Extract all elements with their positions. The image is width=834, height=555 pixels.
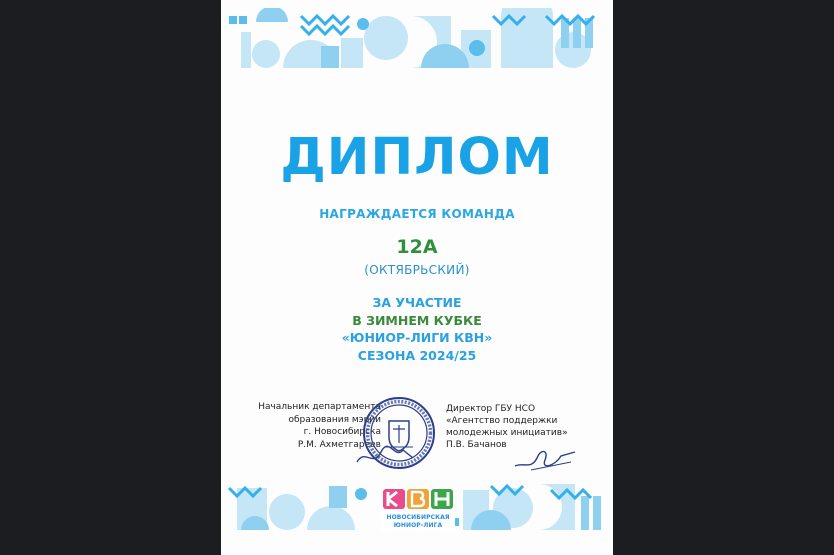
logo-caption-line: ЮНИОР-ЛИГА: [393, 522, 443, 529]
signatory-line: молодежных инициатив»: [446, 428, 568, 438]
diploma-title: ДИПЛОМ: [280, 128, 554, 187]
kvn-junior-league-logo: [381, 487, 455, 531]
right-handwritten-signature: [511, 440, 581, 474]
left-handwritten-signature: [351, 440, 421, 470]
signatory-line: «Агентство поддержки: [446, 416, 558, 426]
logo-caption-line: НОВОСИБИРСКАЯ: [386, 514, 450, 521]
team-district: (ОКТЯБРЬСКИЙ): [364, 263, 470, 277]
signatory-line: Директор ГБУ НСО: [446, 404, 536, 414]
signatory-name: Р.М. Ахметгареев: [297, 439, 381, 450]
signatory-line: Начальник департамента: [258, 402, 381, 412]
signatory-line: г. Новосибирска: [303, 427, 381, 437]
viewer-background-right: [613, 0, 834, 555]
team-name: 12А: [396, 236, 438, 258]
reason-line: «ЮНИОР-ЛИГИ КВН»: [341, 330, 493, 345]
award-reason: [221, 294, 613, 364]
awarded-text: НАГРАЖДАЕТСЯ КОМАНДА: [319, 207, 515, 221]
diploma-page: [221, 0, 613, 555]
reason-line: В ЗИМНЕМ КУБКЕ: [352, 312, 482, 328]
kvn-letters-graphic: [381, 487, 455, 511]
top-decorative-pattern: [221, 8, 613, 72]
reason-line: ЗА УЧАСТИЕ: [372, 295, 462, 310]
signatory-name: П.В. Бачанов: [446, 440, 507, 450]
viewer-background-left: [0, 0, 221, 555]
signatory-line: образования мэрии: [288, 414, 381, 425]
reason-line: СЕЗОНА 2024/25: [357, 347, 477, 363]
